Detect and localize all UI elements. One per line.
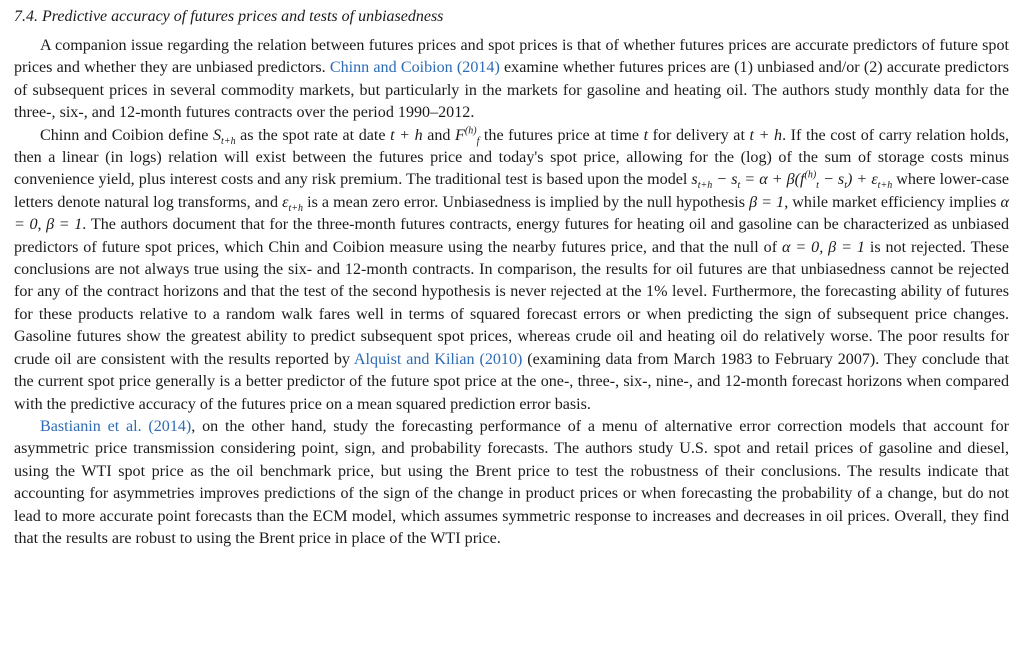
paragraph-2 bbox=[14, 125, 1009, 416]
text: and bbox=[422, 126, 456, 144]
null-hypothesis: β = 1 bbox=[749, 193, 785, 211]
text: for delivery at bbox=[648, 126, 750, 144]
text: A companion issue regarding the relation between futures prices and spot prices is that of whether futures prices are accurate predictors of future spot prices and whether they are unbiased predictors. bbox=[14, 37, 1009, 77]
text: is a mean zero error. Unbiasedness is implied by the null hypothesis bbox=[303, 193, 750, 211]
model-equation: $s_{t+h} - s_t = \alpha + \beta(f^{(h)}_t - s_t) + \varepsilon_{t+h}$ bbox=[691, 170, 893, 192]
text: examine whether futures prices are (1) unbiased and/or (2) accurate predictors of subsequent prices in several commodity markets, but particularly in the markets for gasoline and heating oil. The authors study monthly data for the three-, six-, and 12-month futures contracts over the period 1990–2012. bbox=[14, 59, 1009, 122]
math-t-plus-h: t + h bbox=[390, 126, 423, 144]
error-term: $\varepsilon_{t+h}$ bbox=[282, 193, 303, 215]
efficiency-hypothesis: α = 0, β = 1 bbox=[14, 193, 1009, 234]
futures-price-symbol: $F^{(h)}_f$ bbox=[455, 125, 480, 147]
citation-link-bastianin[interactable]: Bastianin et al. (2014) bbox=[40, 417, 192, 435]
text: where lower-case letters denote natural log transforms, and bbox=[14, 171, 1010, 211]
efficiency-hypothesis: α = 0, β = 1 bbox=[781, 238, 865, 256]
text: the futures price at time bbox=[479, 126, 644, 144]
text: , on the other hand, study the forecasting performance of a menu of alternative error correction models that account for asymmetric price transmission considering point, sign, and probability forecasts. The authors study U.S. spot and retail prices of gasoline and diesel, using the WTI spot price as the oil benchmark price, but using the Brent price to test the robustness of their conclusions. The results indicate that accounting for asymmetries improves predictions of the sign of the change in product prices or when forecasting the probability of a change, but do not lead to more accurate point forecasts than the ECM model, which assumes symmetric response to increases and decreases in oil prices. Overall, they find that the results are robust to using the Brent price in place of the WTI price. bbox=[14, 417, 1009, 547]
section-heading: 7.4. Predictive accuracy of futures prices and tests of unbiasedness bbox=[14, 8, 444, 25]
citation-link-alquist-kilian[interactable]: Alquist and Kilian (2010) bbox=[353, 350, 523, 368]
math-t-plus-h: t + h bbox=[749, 126, 783, 144]
text: , while market efficiency implies bbox=[784, 193, 1001, 211]
text: as the spot rate at date bbox=[235, 126, 391, 144]
text: is not rejected. These conclusions are not always true using the six- and 12-month contracts. In comparison, the results for oil futures are that unbiasedness cannot be rejected for any of the contract horizons and that the test of the second hypothesis is never rejected at the 1% level. Furthermore, the forecasting ability of futures for these products relative to a random walk fares well in terms of squared forecast errors or when predicting the sign of subsequent price changes. Gasoline futures show the greatest ability to predict subsequent spot prices, whereas crude oil and heating oil do relatively worse. The poor results for crude oil are consistent with the results reported by bbox=[14, 238, 1010, 368]
text: Chinn and Coibion define bbox=[40, 126, 213, 144]
text: . The authors document that for the three-month futures contracts, energy futures for heating oil and gasoline can be characterized as unbiased predictors of future spot prices, which Chin and Coibion measure using the nearby futures price, and that the null of bbox=[14, 216, 1009, 256]
text: (examining data from March 1983 to February 2007). They conclude that the current spot price generally is a better predictor of the future spot price at the one-, three-, six-, nine-, and 12-month forecast horizons when compared with the predictive accuracy of the futures price on a mean squared prediction error basis. bbox=[14, 350, 1009, 413]
math-t: t bbox=[643, 126, 649, 144]
paragraph-3 bbox=[14, 416, 1009, 550]
citation-link-chinn-coibion[interactable]: Chinn and Coibion (2014) bbox=[329, 59, 500, 77]
spot-rate-symbol: $S_{t+h}$ bbox=[213, 126, 236, 147]
paragraph-1 bbox=[14, 35, 1009, 125]
text: . If the cost of carry relation holds, then a linear (in logs) relation will exist between the futures price and today's spot price, allowing for the (log) of the sum of storage costs minus convenience yield, plus interest costs and any risk premium. The traditional test is based upon the model bbox=[14, 126, 1009, 189]
